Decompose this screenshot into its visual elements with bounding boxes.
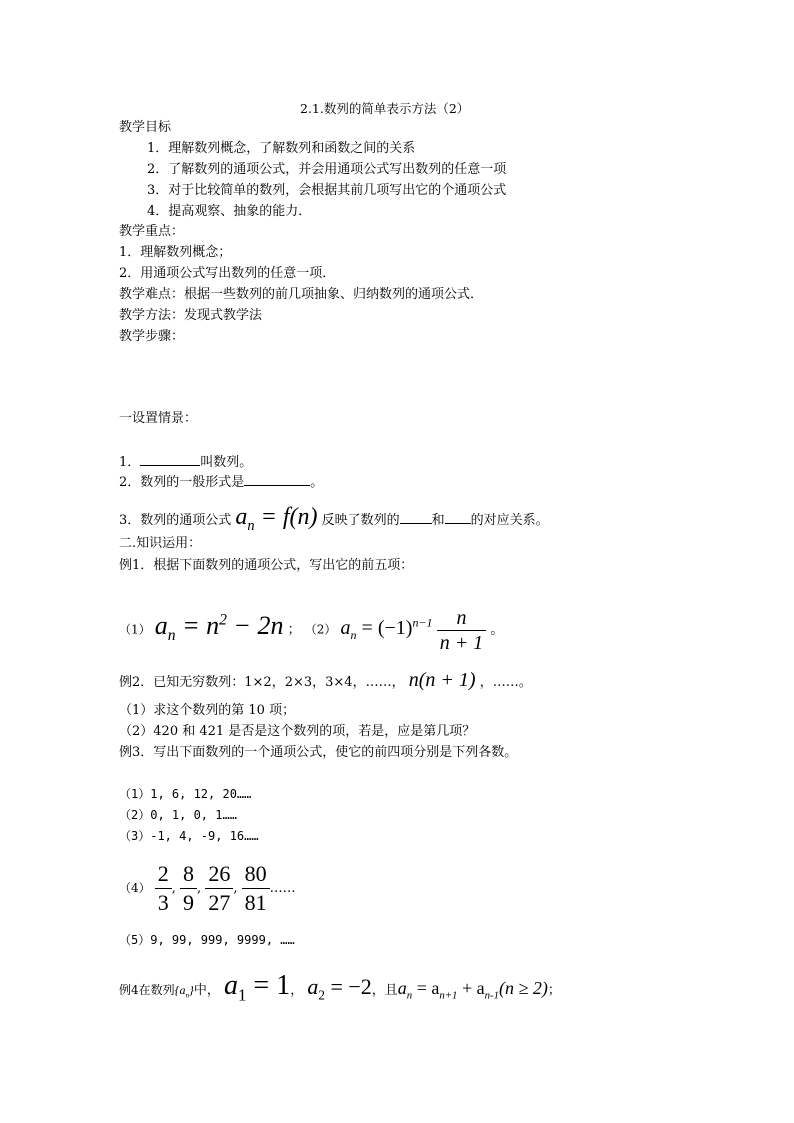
ex3-sequence-5: （5）9, 99, 999, 9999, …… bbox=[119, 933, 295, 947]
steps-heading: 教学步骤： bbox=[119, 329, 185, 344]
q3-blank-1 bbox=[400, 511, 432, 524]
key-point-item: 2．用通项公式写出数列的任意一项． bbox=[119, 266, 336, 281]
q2-text: 2．数列的一般形式是 bbox=[119, 475, 245, 490]
ex1-formula-1: $a_n = n^2 - 2n$ bbox=[154, 610, 284, 644]
ex3-fraction-4: $\frac{80}{81}$ bbox=[242, 860, 270, 917]
section2-heading: 二.知识运用： bbox=[119, 536, 202, 551]
example-1-formulas bbox=[119, 592, 504, 654]
goals-heading: 教学目标 bbox=[119, 120, 172, 135]
ex1-formula-2: $a_n = (-1)^{n-1}$ bbox=[340, 615, 433, 642]
ex2-question-2: （2）420 和 421 是否是这个数列的项，若是，应是第几项？ bbox=[119, 724, 476, 739]
q1-number: 1． bbox=[119, 455, 141, 470]
page-title: 2.1.数列的简单表示方法（2） bbox=[300, 101, 470, 116]
ex2-question-1: （1）求这个数列的第 10 项； bbox=[119, 703, 296, 718]
ex3-sequence-1: （1）1, 6, 12, 20…… bbox=[119, 787, 252, 801]
ex4-a2: $a_2 = -2$ bbox=[307, 974, 372, 1003]
goal-item: 3．对于比较简单的数列，会根据其前几项写出它的个通项公式 bbox=[147, 183, 507, 198]
question-2 bbox=[119, 473, 323, 491]
q3-blank-2 bbox=[445, 511, 471, 524]
q1-blank bbox=[140, 453, 200, 466]
ex3-sequence-3: （3）-1, 4, -9, 16…… bbox=[119, 829, 259, 843]
key-point-item: 1．理解数列概念； bbox=[119, 245, 232, 260]
ex1-end: 。 bbox=[490, 622, 504, 638]
ex4-sequence: $\{a_n\}$ bbox=[174, 983, 194, 1000]
goal-item: 4．提高观察、抽象的能力． bbox=[147, 204, 312, 219]
q3-text: 反映了数列的 bbox=[321, 513, 400, 528]
ex3-fraction-3: $\frac{26}{27}$ bbox=[205, 860, 233, 917]
ex1-separator: ； bbox=[287, 622, 301, 638]
ex1-fraction: $\frac{n}{n + 1}$ bbox=[437, 606, 487, 655]
section1-heading: 一设置情景： bbox=[119, 411, 198, 426]
q3-formula: $a_n = f(n)$ bbox=[235, 504, 318, 534]
ex3-sequence-4: （4） $\frac{2}{3}$ , $\frac{8}{9}$ , $\frac{26}{27}$ , $\frac{80}{81}$ …… bbox=[119, 861, 296, 915]
q3-mid: 和 bbox=[431, 513, 445, 528]
ex1-part2-label: （2） bbox=[304, 622, 337, 637]
example-3-text: 例3．写出下面数列的一个通项公式，使它的前四项分别是下列各数。 bbox=[119, 745, 518, 760]
q1-text: 叫数列。 bbox=[200, 455, 253, 470]
ex1-part1-label: （1） bbox=[119, 622, 151, 637]
ex2-formula: n(n + 1) bbox=[408, 669, 476, 691]
q2-blank bbox=[244, 473, 310, 486]
example-2-text: 例2．已知无穷数列：1×2，2×3，3×4，……， n(n + 1) ，……。 bbox=[119, 669, 532, 691]
goal-item: 2．了解数列的通项公式，并会用通项公式写出数列的任意一项 bbox=[147, 162, 507, 177]
example-4-text: 例4在数列$\{a_n\}$中， $a_1 = 1$， $a_2 = -2$，且$a_n = a_{n+1} + a_{n-1}(n \ge 2)$； bbox=[119, 970, 561, 1005]
ex4-a1: $a_1 = 1$ bbox=[224, 970, 291, 1005]
key-points-heading: 教学重点： bbox=[119, 224, 185, 239]
ex3-fraction-1: $\frac{2}{3}$ bbox=[155, 860, 172, 917]
goal-item: 1．理解数列概念，了解数列和函数之间的关系 bbox=[147, 141, 416, 156]
ex3-sequence-2: （2）0, 1, 0, 1…… bbox=[119, 808, 237, 822]
q3-prefix: 3．数列的通项公式 bbox=[119, 513, 232, 528]
ex4-recurrence: $a_n = a_{n+1} + a_{n-1}(n \ge 2)$ bbox=[397, 978, 548, 1002]
example-1-text: 例1．根据下面数列的通项公式，写出它的前五项： bbox=[119, 558, 414, 573]
method-line: 教学方法：发现式教学法 bbox=[119, 308, 263, 323]
q3-end: 的对应关系。 bbox=[470, 513, 549, 528]
question-1 bbox=[119, 453, 252, 471]
question-3 bbox=[119, 502, 549, 541]
ex3-fraction-2: $\frac{8}{9}$ bbox=[180, 860, 197, 917]
difficulty-line: 教学难点：根据一些数列的前几项抽象、归纳数列的通项公式． bbox=[119, 287, 484, 302]
q2-end: 。 bbox=[310, 475, 324, 490]
